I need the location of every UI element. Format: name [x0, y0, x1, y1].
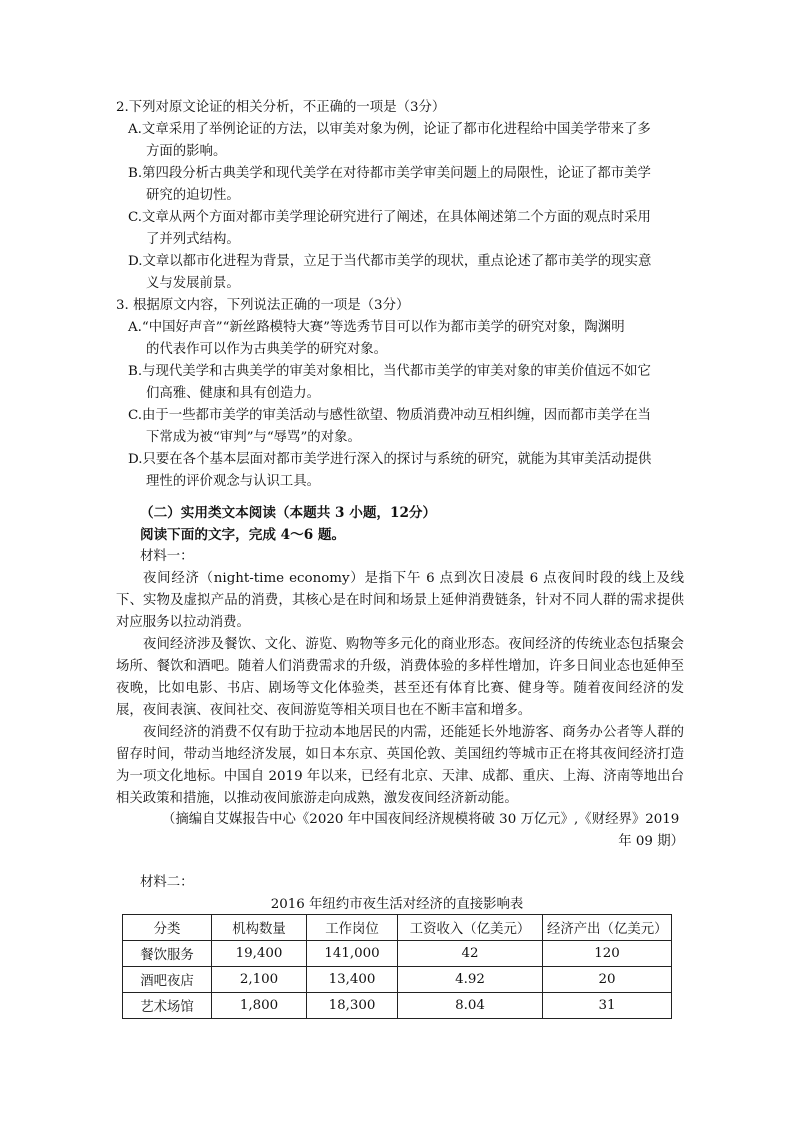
section-heading: （二）实用类文本阅读（本题共 3 小题，12分）: [140, 505, 437, 521]
material-1-paragraph: 夜间经济涉及餐饮、文化、游览、购物等多元化的商业形态。夜间经济的传统业态包括聚会场所、餐饮和酒吧。随着人们消费需求的升级，消费体验的多样性增加，许多日间业态也延伸至夜晚，比如电影、书店、剧场等文化体验类，甚至还有体育比赛、健身等。随着夜间经济的发展，夜间表演、夜间社交、夜间游览等相关项目也在不断丰富和增多。: [116, 637, 684, 718]
nightlife-impact-table: [122, 914, 672, 1019]
table-cell: 1,800: [212, 993, 307, 1019]
table-row: [123, 967, 672, 993]
material-1-paragraph: 夜间经济（night-time economy）是指下午 6 点到次日凌晨 6 点夜间时段的线上及线下、实物及虚拟产品的消费，其核心是在时间和场景上延伸消费链条，针对不同人群的需求提供对应服务以拉动消费。: [116, 571, 684, 630]
question-3-option-d: [128, 449, 684, 493]
table-cell: 141,000: [307, 941, 398, 967]
option-text-continued: 们高雅、健康和具有创造力。: [146, 386, 321, 401]
table-cell: 2,100: [212, 967, 307, 993]
table-cell: 42: [398, 941, 543, 967]
question-3-option-c: [128, 405, 684, 449]
table-header-cell: 分类: [123, 915, 212, 941]
option-text: C.由于一些都市美学的审美活动与感性欲望、物质消费冲动互相纠缠，因而都市美学在当: [128, 408, 651, 423]
option-text: D.文章以都市化进程为背景，立足于当代都市美学的现状，重点论述了都市美学的现实意: [128, 254, 652, 269]
source-citation-line: （摘编自艾媒报告中心《2020 年中国夜间经济规模将破 30 万亿元》,《财经界》2019: [162, 812, 680, 827]
table-row: [123, 941, 672, 967]
table-cell: 4.92: [398, 967, 543, 993]
table-cell: 餐饮服务: [123, 941, 212, 967]
option-text: C.文章从两个方面对都市美学理论研究进行了阐述，在具体阐述第二个方面的观点时采用: [128, 210, 651, 225]
question-2-option-a: [128, 119, 684, 163]
table-cell: 18,300: [307, 993, 398, 1019]
question-2-option-b: [128, 163, 684, 207]
option-text: B.与现代美学和古典美学的审美对象相比，当代都市美学的审美对象的审美价值远不如它: [128, 364, 651, 379]
material-2-label: 材料二：: [140, 875, 194, 890]
question-2-option-c: [128, 207, 684, 251]
option-text: D.只要在各个基本层面对都市美学进行深入的探讨与系统的研究，就能为其审美活动提供: [128, 452, 652, 467]
option-text-continued: 方面的影响。: [146, 144, 227, 159]
table-cell: 8.04: [398, 993, 543, 1019]
question-2-stem: 2.下列对原文论证的相关分析，不正确的一项是（3分）: [116, 100, 446, 115]
table-cell: 120: [543, 941, 672, 967]
question-2-option-d: [128, 251, 684, 295]
table-header-cell: 工作岗位: [307, 915, 398, 941]
table-row: [123, 993, 672, 1019]
material-1-label: 材料一：: [140, 549, 194, 564]
option-text-continued: 理性的评价观念与认识工具。: [146, 474, 321, 489]
option-text: B.第四段分析古典美学和现代美学在对待都市美学审美问题上的局限性，论证了都市美学: [128, 166, 651, 181]
option-text-continued: 研究的迫切性。: [146, 188, 240, 203]
table-header-cell: 机构数量: [212, 915, 307, 941]
table-cell: 艺术场馆: [123, 993, 212, 1019]
table-cell: 19,400: [212, 941, 307, 967]
table-cell: 13,400: [307, 967, 398, 993]
source-citation-line: 年 09 期）: [618, 834, 684, 849]
option-text: A.文章采用了举例论证的方法，以审美对象为例，论证了都市化进程给中国美学带来了多: [128, 122, 651, 137]
table-header-cell: 经济产出（亿美元）: [543, 915, 672, 941]
table-caption: 2016 年纽约市夜生活对经济的直接影响表: [270, 897, 524, 912]
question-3-option-a: [128, 317, 684, 361]
question-3-stem: 3. 根据原文内容，下列说法正确的一项是（3分）: [116, 298, 410, 313]
option-text-continued: 的代表作可以作为古典美学的研究对象。: [146, 342, 388, 357]
table-cell: 31: [543, 993, 672, 1019]
section-instruction: 阅读下面的文字，完成 4～6 题。: [140, 527, 346, 543]
question-3-option-b: [128, 361, 684, 405]
material-1-paragraph: 夜间经济的消费不仅有助于拉动本地居民的内需，还能延长外地游客、商务办公者等人群的留存时间，带动当地经济发展，如日本东京、英国伦敦、美国纽约等城市正在将其夜间经济打造为一项文化地标。中国自 2019 年以来，已经有北京、天津、成都、重庆、上海、济南等地出台相关政策和措施，以推动夜间旅游走向成熟，激发夜间经济新动能。: [116, 725, 684, 806]
table-header-cell: 工资收入（亿美元）: [398, 915, 543, 941]
option-text-continued: 义与发展前景。: [146, 276, 240, 291]
table-header-row: [123, 915, 672, 941]
option-text-continued: 了并列式结构。: [146, 232, 240, 247]
table-cell: 酒吧夜店: [123, 967, 212, 993]
option-text-continued: 下常成为被“审判”与“辱骂”的对象。: [146, 430, 361, 445]
option-text: A.“中国好声音”“新丝路模特大赛”等选秀节目可以作为都市美学的研究对象，陶渊明: [128, 320, 625, 335]
table-cell: 20: [543, 967, 672, 993]
source-citation: [162, 809, 684, 853]
